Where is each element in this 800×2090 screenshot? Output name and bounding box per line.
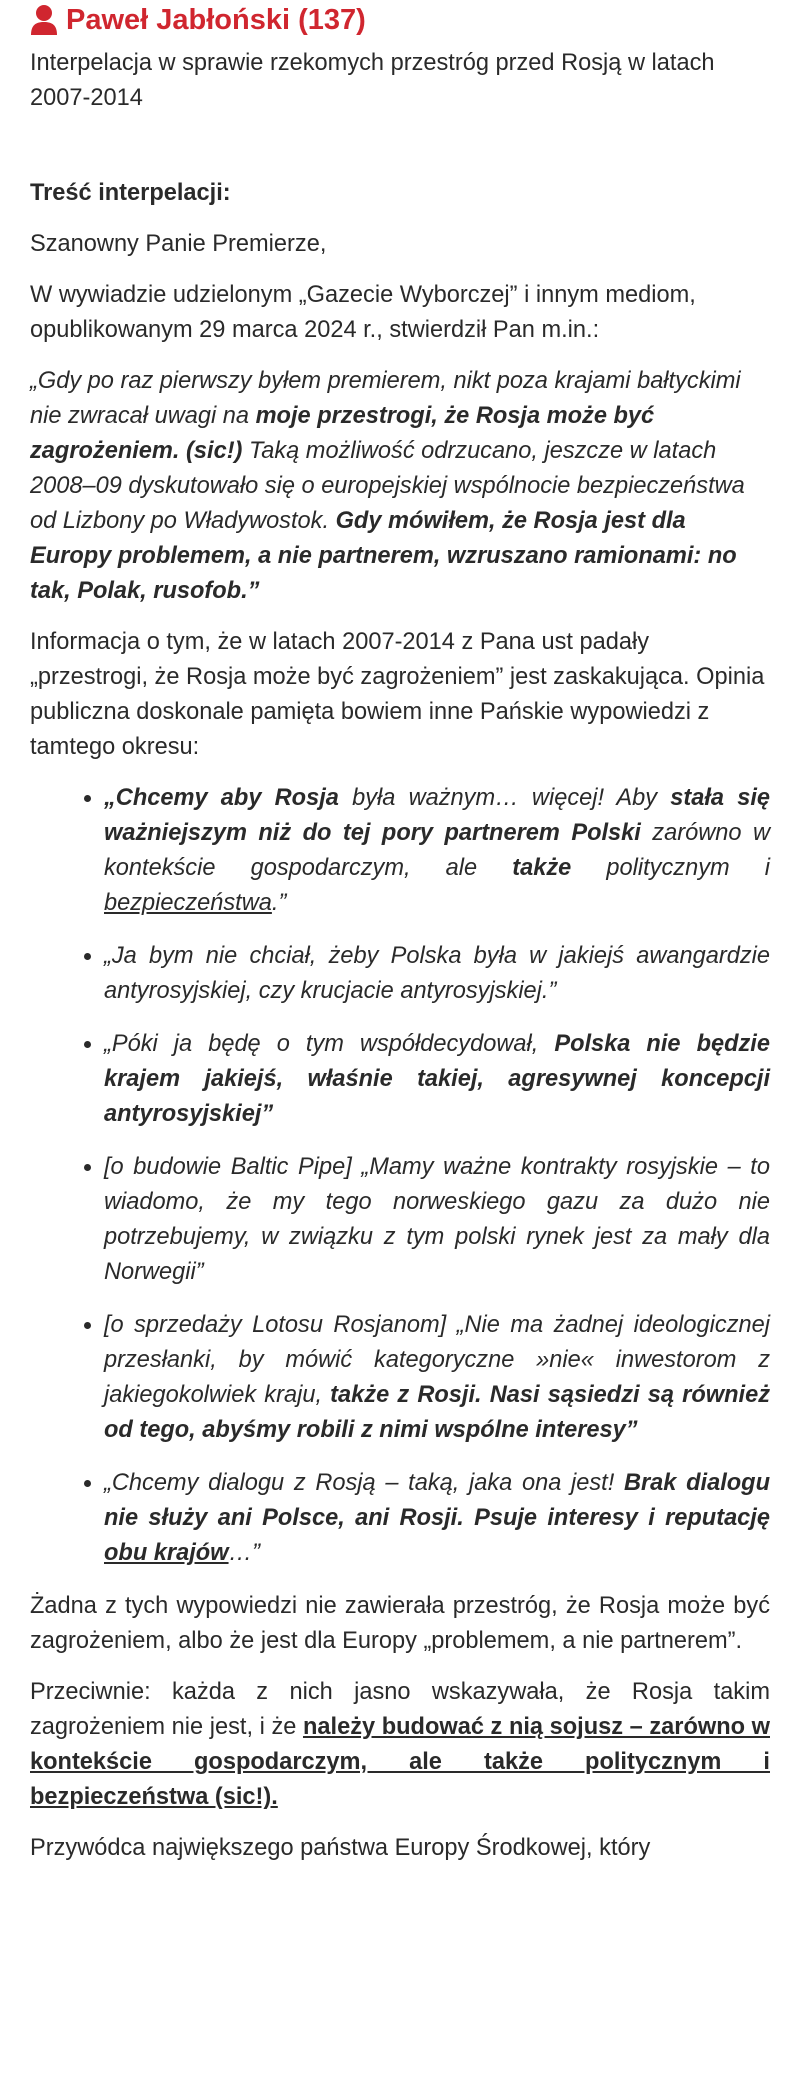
contrary-text: Przeciwnie: każda z nich jasno wskazywała, że Rosja takim zagrożeniem nie jest, i że xyxy=(30,1679,770,1740)
list-item xyxy=(104,1308,770,1448)
quote-part: Taką możliwość odrzucano, jeszcze w latach 2008–09 dyskutowało się o europejskiej wspólnocie bezpieczeństwa od Lizbony po Władywostok. xyxy=(30,438,745,534)
intro-paragraph: W wywiadzie udzielonym „Gazecie Wyborczej” i innym mediom, opublikowanym 29 marca 2024 r., stwierdził Pan m.in.: xyxy=(30,282,696,343)
statement-underline: bezpieczeństwa xyxy=(104,890,272,916)
quote-bold: . (sic!) xyxy=(172,438,243,464)
statement-text: „Chcemy dialogu z Rosją – taką, jaka ona jest! xyxy=(104,1470,624,1496)
statement-bold: „Chcemy aby Rosja xyxy=(104,785,339,811)
contrary-paragraph xyxy=(30,1675,770,1815)
statement-bold-underline xyxy=(104,1540,229,1566)
statement-text: politycznym i xyxy=(571,855,770,881)
quote-paragraph xyxy=(30,364,770,609)
interpellation-content xyxy=(0,40,800,1866)
quote-part: „Gdy po raz pierwszy byłem premierem, nikt poza krajami bałtyckimi nie zwracał uwagi na xyxy=(30,368,741,429)
statement-bold: Brak dialogu nie służy ani Polsce, ani Rosji. Psuje interesy i reputację xyxy=(104,1470,770,1531)
statement-text: była ważnym… więcej! Aby xyxy=(338,785,671,811)
list-item xyxy=(104,1027,770,1132)
statement-text: zarówno w kontekście gospodarczym, ale xyxy=(104,820,770,881)
statement-text: …” xyxy=(228,1540,260,1566)
contrary-underline: należy budować z nią sojusz – zarówno w kontekście gospodarczym, ale także politycznym i bezpieczeństwa (sic!). xyxy=(30,1714,770,1810)
statement-text: [o budowie Baltic Pipe] „Mamy ważne kontrakty rosyjskie – to wiadomo, że my tego norweskiego gazu za dużo nie potrzebujemy, w związku z tym polski rynek jest za mały dla Norwegii” xyxy=(104,1154,770,1285)
interpellation-title: Interpelacja w sprawie rzekomych przestróg przed Rosją w latach 2007-2014 xyxy=(30,50,715,111)
statement-text: .” xyxy=(271,890,287,916)
statement-bold: także z Rosji. Nasi sąsiedzi są również od tego, abyśmy robili z nimi wspólne interesy” xyxy=(104,1382,770,1443)
quote-bold: moje przestrogi, że Rosja może być zagrożeniem xyxy=(30,403,655,464)
list-item xyxy=(104,781,770,921)
quote-bold: Gdy mówiłem, że Rosja jest dla Europy problemem, a nie partnerem, wzruszano ramionami: no tak, Polak, rusofob.” xyxy=(30,508,737,604)
salutation: Szanowny Panie Premierze, xyxy=(30,231,327,257)
statement-text: „Póki ja będę o tym współdecydował, xyxy=(104,1031,555,1057)
statement-bold: także xyxy=(512,855,572,881)
author-header[interactable] xyxy=(0,0,800,40)
statement-text: [o sprzedaży Lotosu Rosjanom] „Nie ma żadnej ideologicznej przesłanki, by mówić kategoryczne »nie« inwestorom z jakiegokolwiek kraju, xyxy=(104,1312,770,1408)
statement-underline: obu krajów xyxy=(104,1540,229,1566)
statements-list xyxy=(30,781,770,1571)
info-paragraph: Informacja o tym, że w latach 2007-2014 z Pana ust padały „przestrogi, że Rosja może być zagrożeniem” jest zaskakująca. Opinia publiczna doskonale pamięta bowiem inne Pańskie wypowiedzi z tamtego okresu: xyxy=(30,629,765,760)
leader-paragraph: Przywódca największego państwa Europy Środkowej, który xyxy=(30,1835,651,1861)
statement-bold: Polska nie będzie krajem jakiejś, właśnie takiej, agresywnej koncepcji antyrosyjskiej” xyxy=(104,1031,770,1127)
none-contained-paragraph: Żadna z tych wypowiedzi nie zawierała przestróg, że Rosja może być zagrożeniem, albo że jest dla Europy „problemem, a nie partnerem”. xyxy=(30,1593,770,1654)
statement-text: „Ja bym nie chciał, żeby Polska była w jakiejś awangardzie antyrosyjskiej, czy krucjacie antyrosyjskiej.” xyxy=(104,943,770,1004)
statement-bold: stała się ważniejszym niż do tej pory partnerem Polski xyxy=(104,785,770,846)
list-item xyxy=(104,939,770,1009)
list-item xyxy=(104,1466,770,1571)
author-name[interactable]: Paweł Jabłoński (137) xyxy=(66,3,366,36)
user-icon xyxy=(30,4,58,36)
list-item xyxy=(104,1150,770,1290)
section-label: Treść interpelacji: xyxy=(30,180,231,206)
